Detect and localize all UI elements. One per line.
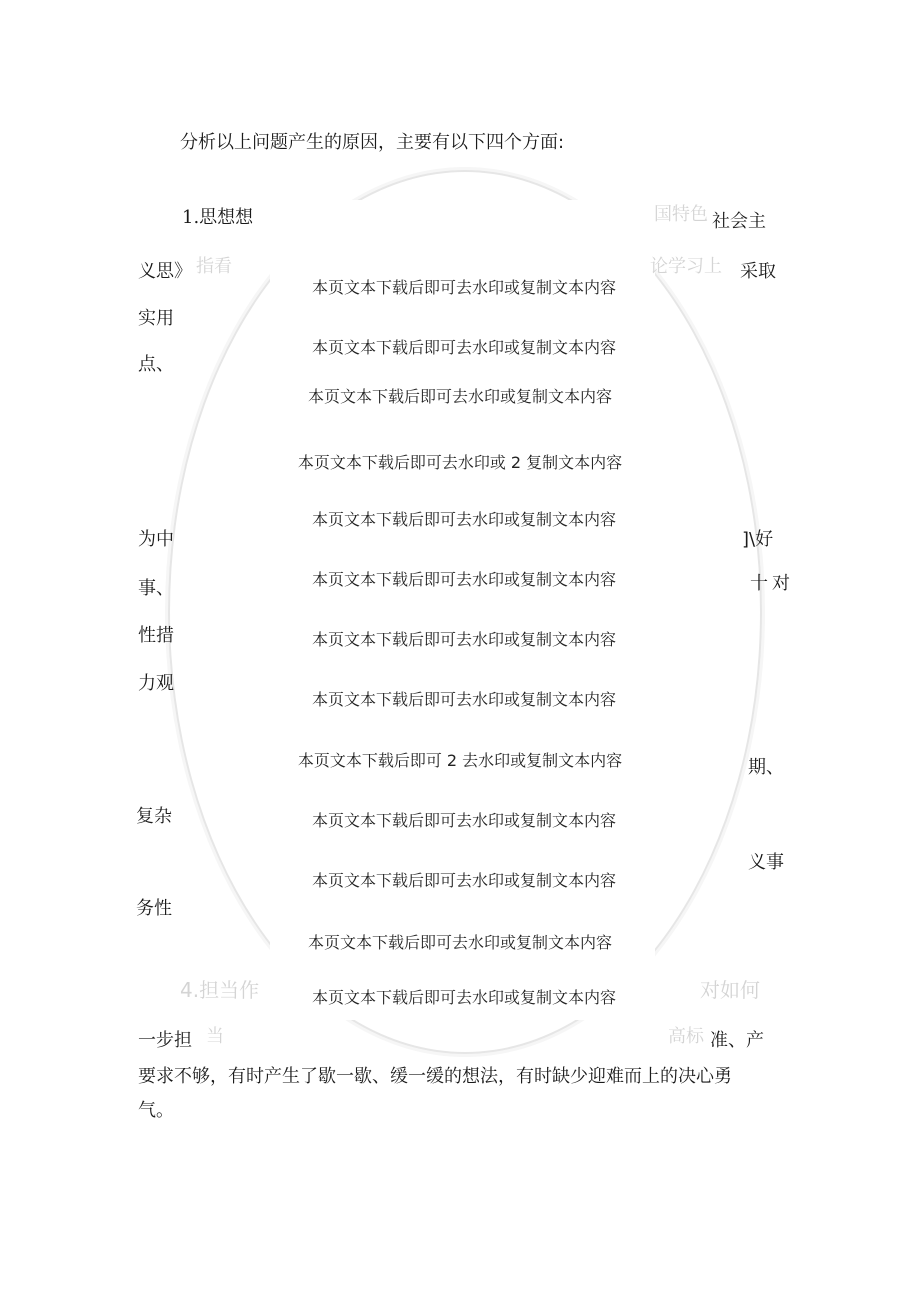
watermark-line: 本页文本下载后即可去水印或复制文本内容 bbox=[311, 811, 616, 830]
line-2-left: 义思》 bbox=[138, 261, 192, 282]
intro-line: 分析以上问题产生的原因，主要有以下四个方面: bbox=[180, 132, 565, 153]
right-fragment: ]\好 bbox=[742, 529, 774, 550]
watermark-line: 本页文本下载后即可去水印或复制文本内容 bbox=[311, 871, 616, 890]
heading-1-left: 1.思想想 bbox=[182, 207, 254, 228]
line-3-left: 实用 bbox=[138, 308, 174, 329]
watermark-line: 本页文本下载后即可去水印或复制文本内容 bbox=[307, 387, 612, 406]
step-line-left: 一步担 bbox=[138, 1030, 192, 1051]
left-fragment: 力观 bbox=[138, 673, 174, 694]
watermark-line: 本页文本下载后即可去水印或复制文本内容 bbox=[307, 933, 612, 952]
left-fragment: 事、 bbox=[138, 578, 174, 599]
watermark-line: 本页文本下载后即可去水印或复制文本内容 bbox=[311, 690, 616, 709]
line-2-right: 采取 bbox=[740, 261, 776, 282]
watermark-line: 本页文本下载后即可去水印或复制文本内容 bbox=[311, 278, 616, 297]
closing-line-2: 气。 bbox=[138, 1100, 174, 1121]
left-fragment: 为中 bbox=[138, 529, 174, 550]
line-faded-bottom-right: 对如何 bbox=[700, 978, 760, 1002]
watermark-line: 本页文本下载后即可去水印或复制文本内容 bbox=[311, 630, 616, 649]
right-period: 期、 bbox=[748, 757, 784, 778]
left-complex: 复杂 bbox=[136, 806, 172, 827]
left-wuxing: 务性 bbox=[136, 898, 172, 919]
watermark-line: 本页文本下载后即可去水印或复制文本内容 bbox=[311, 988, 616, 1007]
line-2-faded-left: 指看 bbox=[196, 256, 232, 277]
line-4-left: 点、 bbox=[138, 354, 174, 375]
heading-1-right: 社会主 bbox=[712, 211, 766, 232]
watermark-line: 本页文本下载后即可去水印或 2 复制文本内容 bbox=[297, 453, 623, 472]
step-line-faded-right: 高标 bbox=[668, 1026, 704, 1047]
line-faded-bottom-left: 4.担当作 bbox=[180, 978, 260, 1002]
line-2-faded-right: 论学习上 bbox=[650, 256, 722, 277]
right-yishi: 义事 bbox=[748, 852, 784, 873]
step-line-right: 准、产 bbox=[710, 1030, 764, 1051]
watermark-line: 本页文本下载后即可去水印或复制文本内容 bbox=[311, 338, 616, 357]
watermark-circle-mask bbox=[270, 200, 655, 1020]
watermark-line: 本页文本下载后即可去水印或复制文本内容 bbox=[311, 510, 616, 529]
step-line-faded-left: 当 bbox=[206, 1026, 224, 1047]
right-fragment: 十对 bbox=[750, 573, 794, 594]
watermark-line: 本页文本下载后即可去水印或复制文本内容 bbox=[311, 570, 616, 589]
left-fragment: 性措 bbox=[138, 625, 174, 646]
closing-line-1: 要求不够，有时产生了歇一歇、缓一缓的想法，有时缺少迎难而上的决心勇 bbox=[138, 1066, 732, 1087]
watermark-line: 本页文本下载后即可 2 去水印或复制文本内容 bbox=[297, 751, 623, 770]
heading-1-faded-right: 国特色 bbox=[654, 204, 708, 225]
